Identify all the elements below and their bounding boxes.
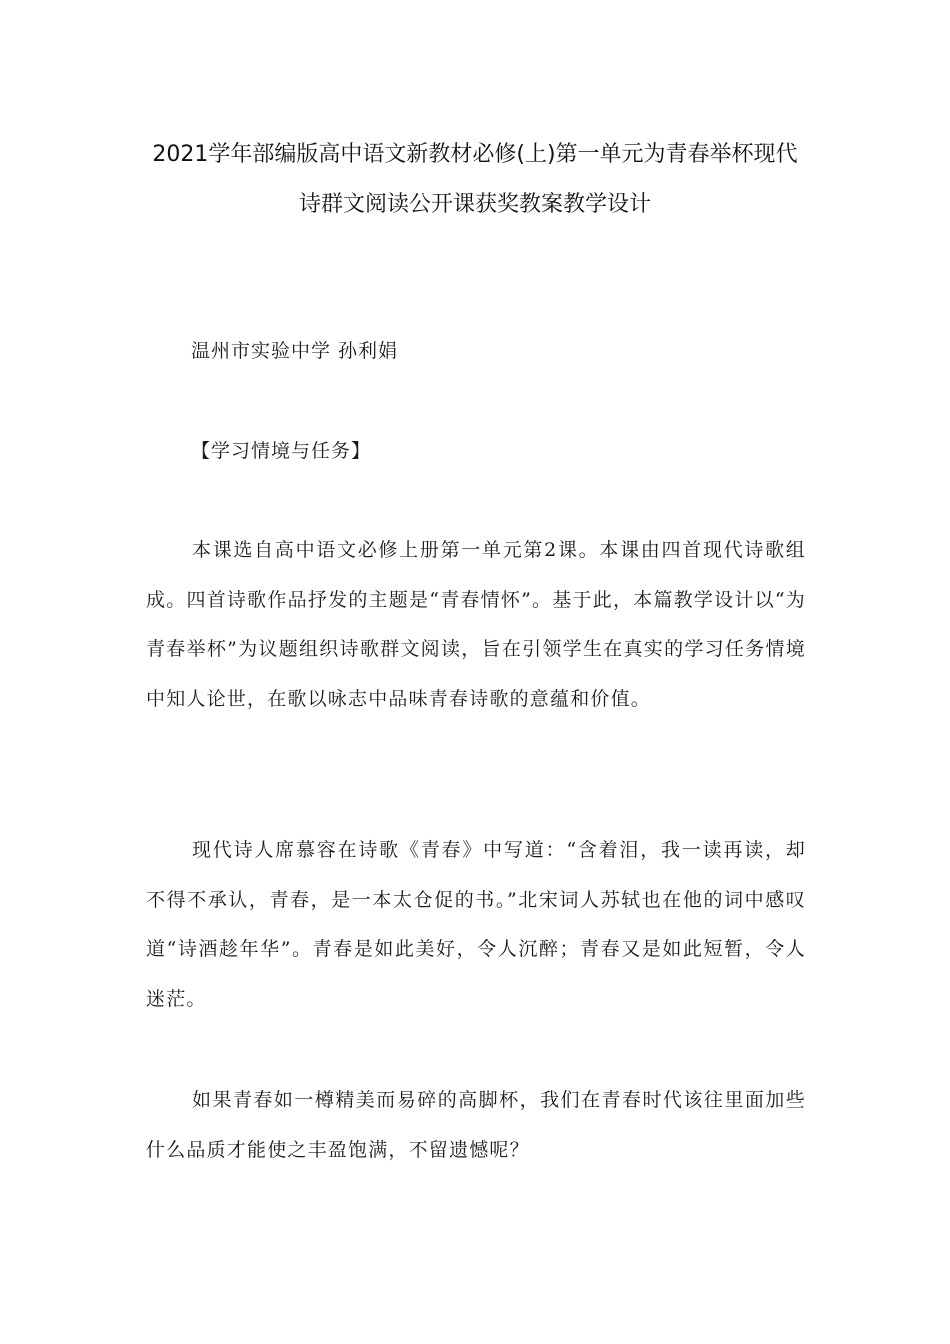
document-title	[120, 130, 830, 230]
paragraph-2: 现代诗人席慕容在诗歌《青春》中写道：“含着泪，我一读再读，却不得不承认，青春，是一本太仓促的书。”北宋词人苏轼也在他的词中感叹道“诗酒趁年华”。青春是如此美好，令人沉醉；青春又是如此短暂，令人迷茫。	[146, 839, 806, 1010]
author-line: 温州市实验中学 孙利娟	[191, 340, 399, 362]
paragraph-3: 如果青春如一樽精美而易碎的高脚杯，我们在青春时代该往里面加些什么品质才能使之丰盈饱满，不留遗憾呢？	[146, 1089, 806, 1161]
paragraph-1: 本课选自高中语文必修上册第一单元第2课。本课由四首现代诗歌组成。四首诗歌作品抒发的主题是“青春情怀”。基于此，本篇教学设计以“为青春举杯”为议题组织诗歌群文阅读，旨在引领学生在真实的学习任务情境中知人论世，在歌以咏志中品味青春诗歌的意蕴和价值。	[146, 539, 806, 710]
section-heading: 【学习情境与任务】	[191, 440, 372, 462]
title-line-2: 诗群文阅读公开课获奖教案教学设计	[298, 192, 651, 217]
title-line-1: 2021学年部编版高中语文新教材必修(上)第一单元为青春举杯现代	[152, 142, 798, 167]
